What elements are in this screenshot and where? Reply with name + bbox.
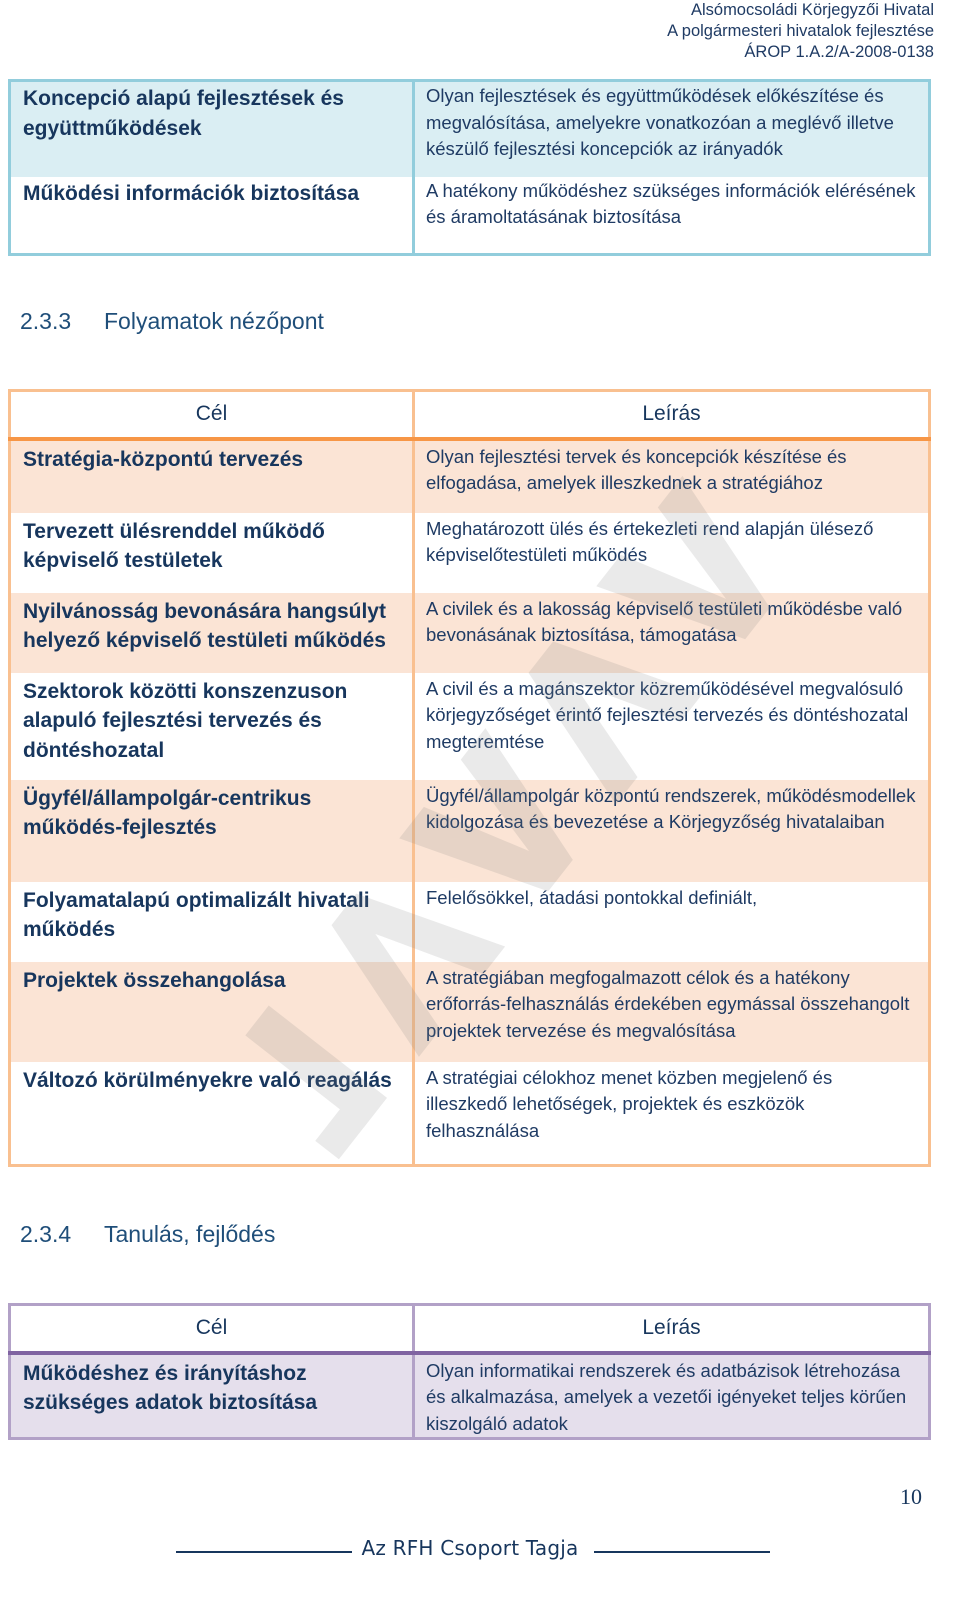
- goal-cell: Projektek összehangolása: [10, 962, 414, 1062]
- section-heading-learning: [20, 1221, 275, 1248]
- section-title: Folyamatok nézőpont: [104, 308, 324, 334]
- header-description: Leírás: [414, 391, 930, 439]
- table-header-row: [10, 1305, 930, 1353]
- table-header-row: [10, 391, 930, 439]
- description-cell: Olyan informatikai rendszerek és adatbázisok létrehozása és alkalmazása, amelyek a vezetői igényeket teljes körűen kiszolgáló adatok: [414, 1353, 930, 1439]
- description-cell: Meghatározott ülés és értekezleti rend alapján ülésező képviselőtestületi működés: [414, 513, 930, 593]
- goal-cell: Szektorok közötti konszenzuson alapuló fejlesztési tervezés és döntéshozatal: [10, 673, 414, 780]
- goal-cell: Változó körülményekre való reagálás: [10, 1062, 414, 1166]
- goal-cell: Stratégia-központú tervezés: [10, 439, 414, 513]
- description-cell: A stratégiában megfogalmazott célok és a hatékony erőforrás-felhasználás érdekében egymással összehangolt projektek tervezése és megvalósítása: [414, 962, 930, 1062]
- page-header: [667, 0, 934, 63]
- footer-text: Az RFH Csoport Tagja: [361, 1536, 579, 1560]
- table-row: [10, 177, 930, 255]
- table-row: [10, 780, 930, 882]
- goal-cell: Ügyfél/állampolgár-centrikus működés-fejlesztés: [10, 780, 414, 882]
- goal-cell: Nyilvánosság bevonására hangsúlyt helyező képviselő testületi működés: [10, 593, 414, 673]
- table-row: [10, 1353, 930, 1439]
- goal-cell: Működési információk biztosítása: [10, 177, 414, 255]
- table-processes: [8, 389, 931, 1167]
- description-cell: Olyan fejlesztések és együttműködések előkészítése és megvalósítása, amelyekre vonatkozóan a meglévő illetve készülő fejlesztési koncepciók az irányadók: [414, 81, 930, 177]
- table-row: [10, 81, 930, 177]
- description-cell: A civilek és a lakosság képviselő testületi működésbe való bevonásának biztosítása, támogatása: [414, 593, 930, 673]
- description-cell: A hatékony működéshez szükséges információk elérésének és áramoltatásának biztosítása: [414, 177, 930, 255]
- goal-cell: Tervezett ülésrenddel működő képviselő testületek: [10, 513, 414, 593]
- section-heading-processes: [20, 308, 324, 335]
- section-title: Tanulás, fejlődés: [104, 1221, 276, 1247]
- header-office: Alsómocsoládi Körjegyzői Hivatal: [690, 1, 934, 19]
- table-learning: [8, 1303, 931, 1440]
- table-row: [10, 593, 930, 673]
- table-row: [10, 439, 930, 513]
- header-goal: Cél: [10, 1305, 414, 1353]
- description-cell: Felelősökkel, átadási pontokkal definiált,: [414, 882, 930, 962]
- goal-cell: Működéshez és irányításhoz szükséges adatok biztosítása: [10, 1353, 414, 1439]
- section-number: 2.3.4: [20, 1221, 72, 1247]
- table-row: [10, 882, 930, 962]
- description-cell: A civil és a magánszektor közreműködésével megvalósuló körjegyzőséget érintő fejlesztési tervezés és döntéshozatal megteremtése: [414, 673, 930, 780]
- goal-cell: Folyamatalapú optimalizált hivatali működés: [10, 882, 414, 962]
- table-row: [10, 1062, 930, 1166]
- goal-cell: Koncepció alapú fejlesztések és együttműködések: [10, 81, 414, 177]
- page-number: 10: [900, 1484, 922, 1509]
- header-description: Leírás: [414, 1305, 930, 1353]
- header-goal: Cél: [10, 391, 414, 439]
- table-row: [10, 513, 930, 593]
- section-number: 2.3.3: [20, 308, 72, 334]
- header-project: A polgármesteri hivatalok fejlesztése: [667, 22, 934, 40]
- header-code: ÁROP 1.A.2/A-2008-0138: [744, 43, 934, 61]
- description-cell: Olyan fejlesztési tervek és koncepciók készítése és elfogadása, amelyek illeszkednek a stratégiához: [414, 439, 930, 513]
- description-cell: Ügyfél/állampolgár központú rendszerek, működésmodellek kidolgozása és bevezetése a Körjegyzőség hivatalaiban: [414, 780, 930, 882]
- table-row: [10, 673, 930, 780]
- description-cell: A stratégiai célokhoz menet közben megjelenő és illeszkedő lehetőségek, projektek és eszközök felhasználása: [414, 1062, 930, 1166]
- page-footer: [0, 1534, 960, 1570]
- table-row: [10, 962, 930, 1062]
- table-concept: [8, 79, 931, 256]
